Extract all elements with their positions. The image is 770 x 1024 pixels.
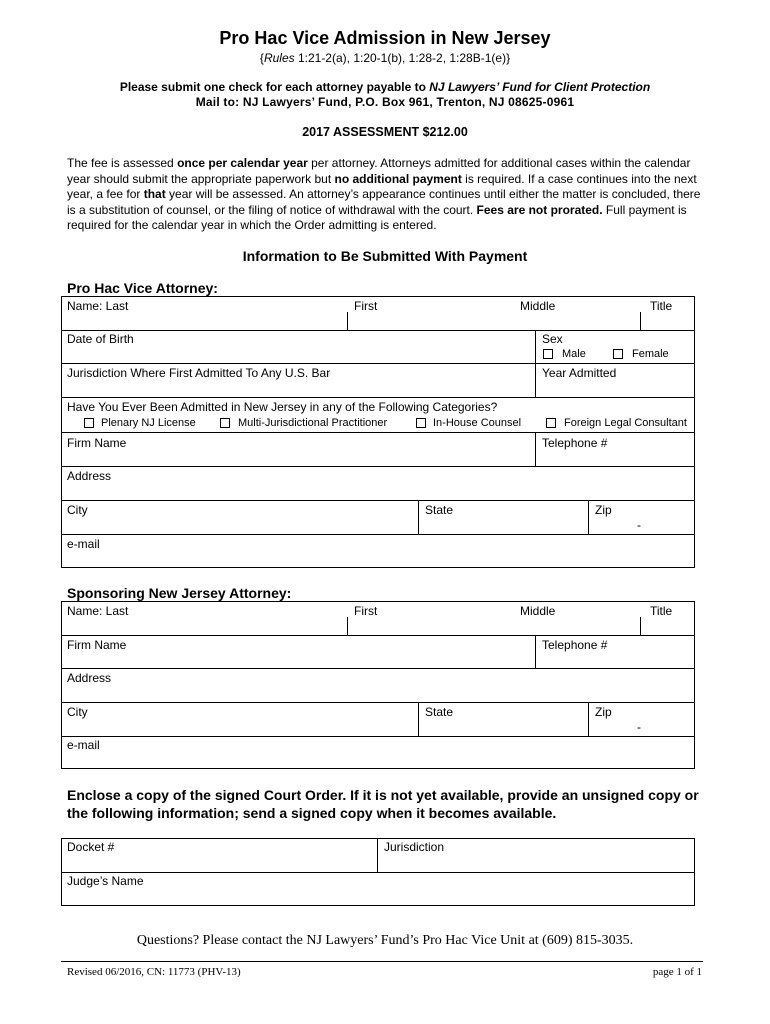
footer-rule xyxy=(61,961,703,962)
row-divider xyxy=(61,466,695,467)
order-instructions: Enclose a copy of the signed Court Order. If it is not yet available, provide an unsigned copy or the following information; send a signed copy when it becomes available. xyxy=(67,787,699,821)
fee-text-3: is required. If a case continues into the next year, a fee for xyxy=(67,171,697,201)
page-title: Pro Hac Vice Admission in New Jersey xyxy=(219,28,551,48)
fee-text-2: per attorney. Attorneys admitted for additional cases within the calendar year should submit the appropriate paperwork but xyxy=(67,156,691,186)
attorney-city-label: City xyxy=(67,503,88,517)
row-divider xyxy=(61,432,695,433)
fee-text-4: year will be assessed. An attorney’s appearance continues until either the matter is concluded, there is a substitution of counsel, or the filing of notice of withdrawal with the court. xyxy=(67,187,701,217)
submit-instructions xyxy=(0,80,770,94)
plenary-checkbox[interactable] xyxy=(84,418,94,428)
col-divider xyxy=(418,500,419,534)
row-divider xyxy=(61,534,695,535)
in-house-checkbox[interactable] xyxy=(416,418,426,428)
row-divider xyxy=(61,397,695,398)
questions-contact: Questions? Please contact the NJ Lawyers’ Fund’s Pro Hac Vice Unit at (609) 815-3035. xyxy=(136,933,634,948)
sponsor-section-heading: Sponsoring New Jersey Attorney: xyxy=(67,585,292,601)
fee-text-1: The fee is assessed xyxy=(67,156,178,170)
fee-paragraph xyxy=(67,156,702,234)
categories-question: Have You Ever Been Admitted in New Jersey in any of the Following Categories? xyxy=(67,400,498,414)
attorney-zip-label: Zip xyxy=(595,503,612,517)
col-divider xyxy=(377,838,378,872)
rules-italic: Rules xyxy=(263,51,295,65)
tick-divider xyxy=(347,617,348,635)
sponsor-state-label: State xyxy=(425,705,454,719)
mail-address: Mail to: NJ Lawyers’ Fund, P.O. Box 961, Trenton, NJ 08625-0961 xyxy=(195,95,575,109)
in-house-label: In-House Counsel xyxy=(433,417,522,429)
fee-bold-1: once per calendar year xyxy=(177,156,308,170)
col-divider xyxy=(535,635,536,668)
male-label: Male xyxy=(562,348,586,360)
row-divider xyxy=(61,736,695,737)
attorney-address-label: Address xyxy=(67,469,112,483)
multi-jurisdictional-checkbox[interactable] xyxy=(220,418,230,428)
fee-bold-2: no additional payment xyxy=(334,171,462,186)
attorney-jurisdiction-label: Jurisdiction Where First Admitted To Any U.S. Bar xyxy=(67,366,331,380)
fee-bold-3: that xyxy=(143,187,166,201)
submit-payee: NJ Lawyers’ Fund for Client Protection xyxy=(429,80,651,94)
row-divider xyxy=(61,500,695,501)
submit-text: Please submit one check for each attorney payable to xyxy=(119,80,430,94)
revision-info: Revised 06/2016, CN: 11773 (PHV-13) xyxy=(67,966,241,978)
sponsor-title-label: Title xyxy=(650,604,673,618)
row-divider xyxy=(61,668,695,669)
sponsor-zip-label: Zip xyxy=(595,705,612,719)
attorney-sex-label: Sex xyxy=(542,332,563,346)
sponsor-name-last-label: Name: Last xyxy=(67,604,129,618)
row-divider xyxy=(61,872,695,873)
female-checkbox[interactable] xyxy=(613,349,623,359)
sponsor-first-label: First xyxy=(354,604,378,618)
assessment-amount: 2017 ASSESSMENT $212.00 xyxy=(302,125,468,139)
multi-jurisdictional-label: Multi-Jurisdictional Practitioner xyxy=(238,417,388,429)
col-divider xyxy=(588,500,589,534)
sponsor-middle-label: Middle xyxy=(520,604,556,618)
attorney-first-label: First xyxy=(354,299,378,313)
row-divider xyxy=(61,363,695,364)
sponsor-zip-dash: - xyxy=(637,720,641,734)
rules-open: { xyxy=(259,51,264,65)
col-divider xyxy=(535,432,536,466)
sponsor-form-box xyxy=(61,601,695,769)
fee-bold-4: Fees are not prorated. xyxy=(476,202,603,217)
attorney-year-admitted-label: Year Admitted xyxy=(542,366,617,380)
row-divider xyxy=(61,330,695,331)
sponsor-telephone-label: Telephone # xyxy=(542,638,608,652)
sponsor-firm-label: Firm Name xyxy=(67,638,127,652)
plenary-label: Plenary NJ License xyxy=(101,417,196,429)
tick-divider xyxy=(347,312,348,330)
attorney-section-heading: Pro Hac Vice Attorney: xyxy=(67,280,218,296)
foreign-consultant-checkbox[interactable] xyxy=(546,418,556,428)
tick-divider xyxy=(640,312,641,330)
sponsor-email-label: e-mail xyxy=(67,738,100,752)
attorney-telephone-label: Telephone # xyxy=(542,436,608,450)
row-divider xyxy=(61,702,695,703)
male-checkbox[interactable] xyxy=(543,349,553,359)
docket-label: Docket # xyxy=(67,840,115,854)
page-number: page 1 of 1 xyxy=(652,966,702,978)
tick-divider xyxy=(640,617,641,635)
info-heading: Information to Be Submitted With Payment xyxy=(242,248,528,264)
sponsor-address-label: Address xyxy=(67,671,112,685)
sponsor-city-label: City xyxy=(67,705,88,719)
rules-rest: 1:21-2(a), 1:20-1(b), 1:28-2, 1:28B-1(e)} xyxy=(294,51,511,65)
col-divider xyxy=(535,330,536,397)
attorney-firm-label: Firm Name xyxy=(67,436,127,450)
attorney-dob-label: Date of Birth xyxy=(67,332,134,346)
rules-citation xyxy=(0,51,770,65)
attorney-state-label: State xyxy=(425,503,454,517)
attorney-name-last-label: Name: Last xyxy=(67,299,129,313)
row-divider xyxy=(61,635,695,636)
judge-name-label: Judge’s Name xyxy=(67,874,144,888)
foreign-consultant-label: Foreign Legal Consultant xyxy=(564,417,687,429)
order-jurisdiction-label: Jurisdiction xyxy=(384,840,445,854)
attorney-title-label: Title xyxy=(650,299,673,313)
col-divider xyxy=(588,702,589,736)
attorney-email-label: e-mail xyxy=(67,537,100,551)
col-divider xyxy=(418,702,419,736)
fee-text-5: Full payment is required for the calendar year in which the Order admitting is entered. xyxy=(67,202,687,232)
attorney-zip-dash: - xyxy=(637,518,641,532)
female-label: Female xyxy=(632,348,669,360)
attorney-middle-label: Middle xyxy=(520,299,556,313)
